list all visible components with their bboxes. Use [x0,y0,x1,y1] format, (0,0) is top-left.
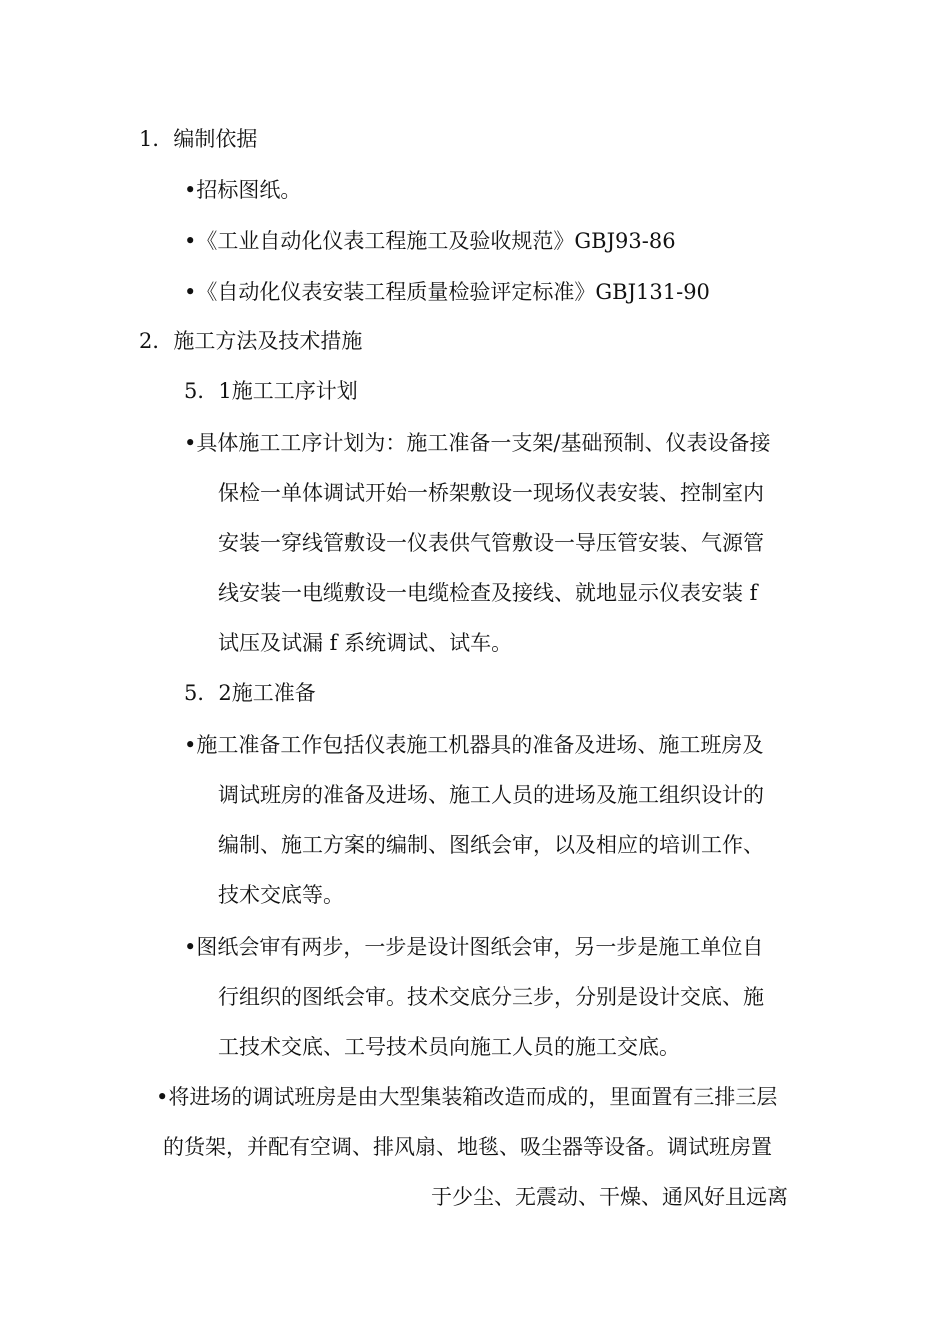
paragraph-line: 于少尘、无震动、干燥、通风好且远离 [431,1185,788,1209]
paragraph-line: •施工准备工作包括仪表施工机器具的准备及进场、施工班房及 [184,733,764,757]
paragraph-line: 试压及试漏 f 系统调试、试车。 [218,631,513,655]
subsection-5-2-heading: 5．2施工准备 [184,681,316,705]
paragraph-line: 行组织的图纸会审。技术交底分三步，分别是设计交底、施 [218,985,764,1009]
paragraph-line: 保检一单体调试开始一桥架敷设一现场仪表安装、控制室内 [218,481,764,505]
paragraph-line: 技术交底等。 [218,883,344,907]
paragraph-line: 调试班房的准备及进场、施工人员的进场及施工组织设计的 [218,783,764,807]
paragraph-line: 线安装一电缆敷设一电缆检查及接线、就地显示仪表安装 f [218,581,758,605]
basis-item-1: •招标图纸。 [184,178,302,202]
paragraph-line: •将进场的调试班房是由大型集装箱改造而成的，里面置有三排三层 [156,1085,778,1109]
section-1-heading: 1．编制依据 [139,127,258,151]
paragraph-line: 的货架，并配有空调、排风扇、地毯、吸尘器等设备。调试班房置 [163,1135,772,1159]
paragraph-line: 编制、施工方案的编制、图纸会审，以及相应的培训工作、 [218,833,764,857]
section-2-heading: 2．施工方法及技术措施 [139,329,363,353]
basis-item-2: •《工业自动化仪表工程施工及验收规范》GBJ93-86 [184,229,676,253]
paragraph-line: 安装一穿线管敷设一仪表供气管敷设一导压管安装、气源管 [218,531,764,555]
paragraph-line: •图纸会审有两步，一步是设计图纸会审，另一步是施工单位自 [184,935,764,959]
paragraph-line: •具体施工工序计划为：施工准备一支架/基础预制、仪表设备接 [184,431,771,455]
paragraph-line: 工技术交底、工号技术员向施工人员的施工交底。 [218,1035,680,1059]
basis-item-3: •《自动化仪表安装工程质量检验评定标准》GBJ131-90 [184,280,710,304]
subsection-5-1-heading: 5．1施工工序计划 [184,379,358,403]
